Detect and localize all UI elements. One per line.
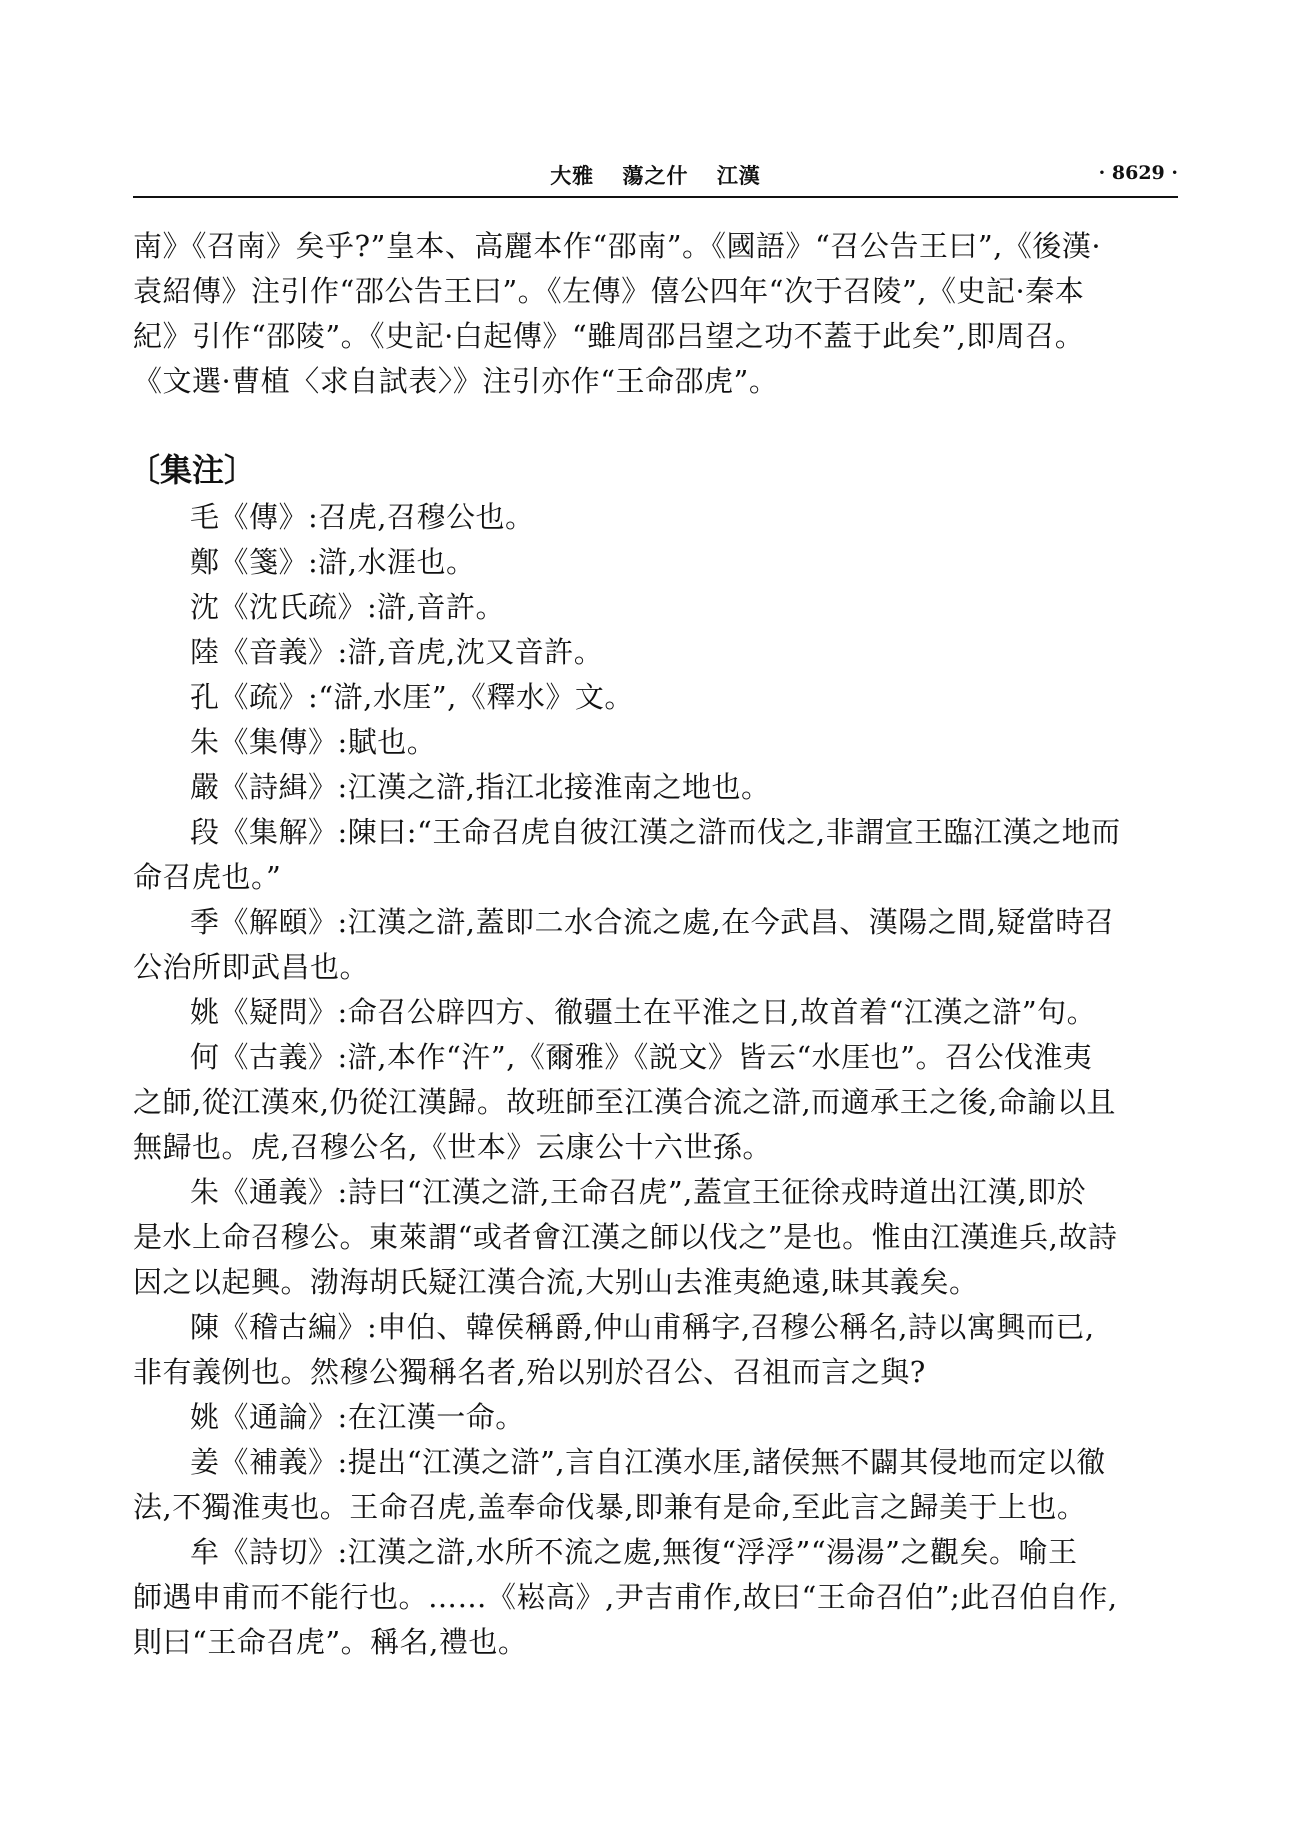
- note-continuation-line: 公治所即武昌也。: [133, 950, 370, 984]
- note-continuation-line: 命召虎也。”: [133, 860, 282, 894]
- note-first-line: 朱《集傳》:賦也。: [190, 725, 437, 759]
- note-continuation-line: 因之以起興。渤海胡氏疑江漢合流,大别山去淮夷絶遠,昧其義矣。: [133, 1265, 979, 1299]
- header-rule: [133, 196, 1178, 198]
- note-first-line: 嚴《詩緝》:江漢之滸,指江北接淮南之地也。: [190, 770, 771, 804]
- note-continuation-line: 師遇申甫而不能行也。……《崧高》,尹吉甫作,故曰“王命召伯”;此召伯自作,: [133, 1580, 1118, 1614]
- intro-line: 南》《召南》矣乎?”皇本、高麗本作“邵南”。《國語》“召公告王曰”,《後漢·: [133, 229, 1102, 263]
- note-first-line: 沈《沈氏疏》:滸,音許。: [190, 590, 505, 624]
- note-first-line: 姜《補義》:提出“江漢之滸”,言自江漢水厓,諸侯無不闢其侵地而定以徹: [190, 1445, 1106, 1479]
- note-first-line: 何《古義》:滸,本作“汻”,《爾雅》《説文》皆云“水厓也”。召公伐淮夷: [190, 1040, 1093, 1074]
- note-first-line: 毛《傳》:召虎,召穆公也。: [190, 500, 535, 534]
- note-continuation-line: 之師,從江漢來,仍從江漢歸。故班師至江漢合流之滸,而適承王之後,命諭以且: [133, 1085, 1116, 1119]
- header-title-part: 蕩之什: [622, 163, 689, 188]
- section-title: 〔集注〕: [128, 451, 257, 489]
- note-continuation-line: 是水上命召穆公。東萊謂“或者會江漢之師以伐之”是也。惟由江漢進兵,故詩: [133, 1220, 1118, 1254]
- note-continuation-line: 非有義例也。然穆公獨稱名者,殆以别於召公、召祖而言之與?: [133, 1355, 926, 1389]
- note-first-line: 陳《稽古編》:申伯、韓侯稱爵,仲山甫稱字,召穆公稱名,詩以寓興而已,: [190, 1310, 1095, 1344]
- intro-line: 袁紹傳》注引作“邵公告王曰”。《左傳》僖公四年“次于召陵”,《史記·秦本: [133, 274, 1085, 308]
- running-header: [133, 158, 1178, 188]
- header-title-part: 江漢: [716, 163, 761, 188]
- intro-line: 紀》引作“邵陵”。《史記·白起傳》“雖周邵吕望之功不蓋于此矣”,即周召。: [133, 319, 1085, 353]
- page-number: · 8629 ·: [1098, 162, 1178, 184]
- header-title: [133, 160, 1178, 190]
- note-first-line: 季《解頤》:江漢之滸,蓋即二水合流之處,在今武昌、漢陽之間,疑當時召: [190, 905, 1115, 939]
- note-first-line: 孔《疏》:“滸,水厓”,《釋水》文。: [190, 680, 634, 714]
- note-first-line: 姚《疑問》:命召公辟四方、徹疆土在平淮之日,故首着“江漢之滸”句。: [190, 995, 1097, 1029]
- intro-line: 《文選·曹植〈求自試表〉》注引亦作“王命邵虎”。: [133, 364, 779, 398]
- note-first-line: 鄭《箋》:滸,水涯也。: [190, 545, 476, 579]
- note-first-line: 姚《通論》:在江漢一命。: [190, 1400, 525, 1434]
- note-first-line: 朱《通義》:詩曰“江漢之滸,王命召虎”,蓋宣王征徐戎時道出江漢,即於: [190, 1175, 1087, 1209]
- note-continuation-line: 無歸也。虎,召穆公名,《世本》云康公十六世孫。: [133, 1130, 772, 1164]
- note-continuation-line: 則曰“王命召虎”。稱名,禮也。: [133, 1625, 528, 1659]
- note-first-line: 牟《詩切》:江漢之滸,水所不流之處,無復“浮浮”“湯湯”之觀矣。喻王: [190, 1535, 1078, 1569]
- note-continuation-line: 法,不獨淮夷也。王命召虎,盖奉命伐暴,即兼有是命,至此言之歸美于上也。: [133, 1490, 1087, 1524]
- header-title-part: 大雅: [550, 163, 595, 188]
- note-first-line: 陸《音義》:滸,音虎,沈又音許。: [190, 635, 604, 669]
- note-first-line: 段《集解》:陳曰:“王命召虎自彼江漢之滸而伐之,非謂宣王臨江漢之地而: [190, 815, 1121, 849]
